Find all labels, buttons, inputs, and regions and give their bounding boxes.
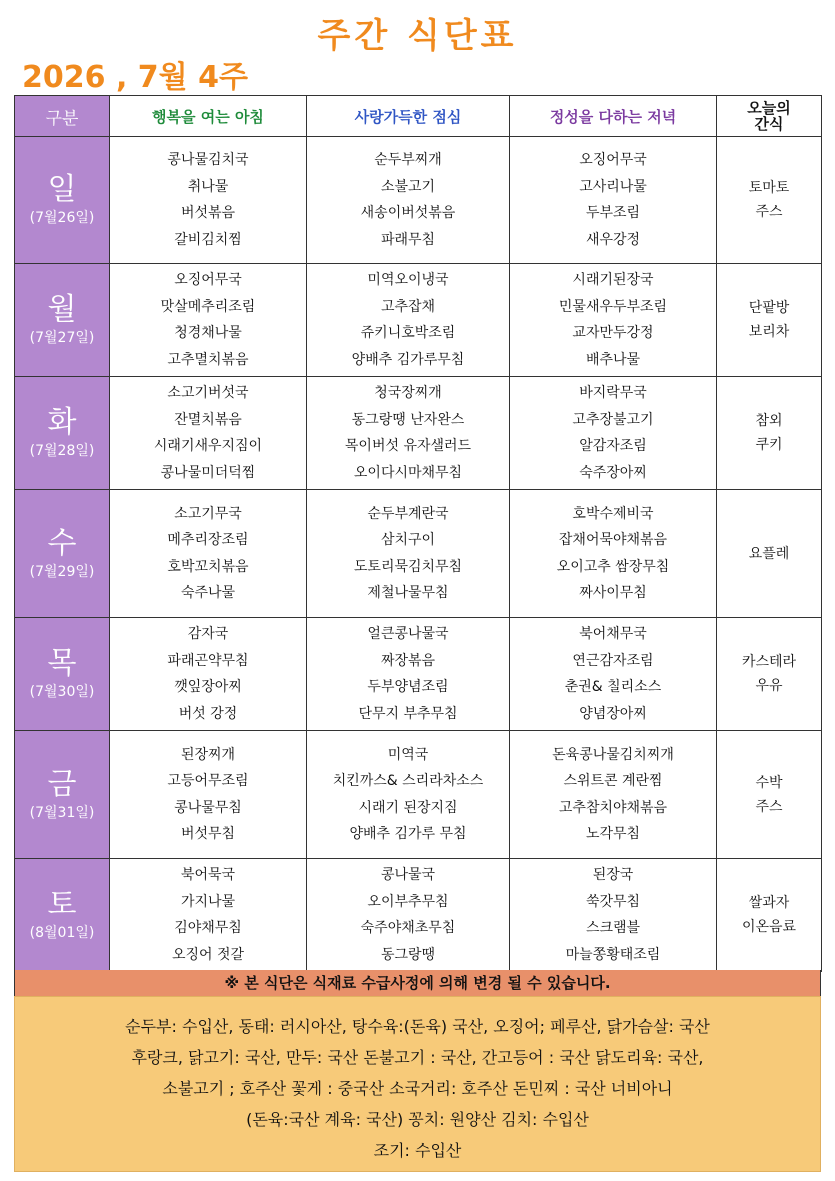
breakfast-item: 소고기무국 [174, 505, 242, 522]
breakfast-item: 숙주나물 [180, 585, 236, 601]
day-date: (7월26일) [29, 210, 95, 226]
dinner-item: 북어채무국 [579, 626, 647, 642]
lunch-item: 오이부추무침 [367, 893, 449, 910]
lunch-item: 파래무침 [380, 231, 436, 248]
snack-item: 카스테라 [741, 654, 797, 670]
origin-line: 후랑크, 닭고기: 국산, 만두: 국산 돈불고기 : 국산, 간고등어 : 국산 닭도리육: 국산, [131, 1048, 704, 1067]
lunch-cell [307, 264, 510, 377]
lunch-item: 목이버섯 유자샐러드 [344, 438, 472, 454]
day-cell [15, 264, 110, 377]
lunch-item: 치킨까스& 스리라차소스 [332, 773, 484, 789]
dinner-item: 마늘쫑황태조림 [565, 946, 661, 963]
day-name: 토 [47, 887, 77, 922]
column-header-breakfast: 행복을 여는 아침 [110, 96, 307, 137]
lunch-item: 양배추 김가루 무침 [349, 826, 467, 842]
lunch-item: 오이다시마채무침 [353, 464, 463, 481]
lunch-item: 양배추 김가루무침 [351, 351, 465, 368]
breakfast-item: 청경채나물 [174, 325, 242, 341]
snack-item: 주스 [755, 204, 783, 220]
dinner-item: 호박수제비국 [572, 505, 654, 522]
breakfast-cell [110, 490, 307, 618]
breakfast-item: 버섯볶음 [180, 205, 236, 221]
dinner-item: 바지락무국 [579, 385, 647, 401]
day-name: 수 [47, 525, 77, 561]
breakfast-item: 갈비김치찜 [174, 231, 242, 248]
header-row [15, 96, 822, 137]
dinner-item: 배추나물 [585, 351, 641, 368]
lunch-cell [307, 731, 510, 859]
dinner-cell [510, 731, 717, 859]
day-name: 일 [47, 172, 77, 207]
breakfast-item: 버섯무침 [180, 826, 236, 842]
day-row [15, 377, 822, 490]
page-title: 주간 식단표 [317, 16, 518, 56]
day-cell [15, 859, 110, 972]
day-date: (7월30일) [29, 684, 95, 700]
breakfast-item: 파래곤약무침 [167, 652, 249, 669]
breakfast-item: 호박꼬치볶음 [167, 558, 249, 575]
lunch-item: 고추잡채 [380, 298, 436, 315]
snack-header-line2: 간식 [754, 115, 784, 133]
snack-item: 단팥방 [748, 300, 790, 316]
breakfast-item: 가지나물 [180, 893, 236, 910]
snack-header-line1: 오늘의 [747, 99, 791, 117]
snack-cell [717, 618, 822, 731]
dinner-item: 고추참치야채볶음 [558, 799, 668, 816]
dinner-item: 스크램블 [585, 920, 641, 936]
snack-cell [717, 377, 822, 490]
breakfast-cell [110, 377, 307, 490]
snack-cell [717, 264, 822, 377]
lunch-cell [307, 618, 510, 731]
snack-item: 쌀과자 [748, 895, 790, 911]
day-row [15, 859, 822, 972]
snack-item: 이온음료 [741, 919, 797, 935]
dinner-item: 새우강정 [585, 231, 641, 248]
dinner-item: 쑥갓무침 [585, 893, 641, 910]
breakfast-item: 오징어무국 [174, 272, 242, 288]
breakfast-cell [110, 731, 307, 859]
lunch-item: 미역오이냉국 [367, 272, 449, 288]
lunch-item: 새송이버섯볶음 [360, 205, 456, 221]
day-row [15, 618, 822, 731]
breakfast-item: 고등어무조림 [167, 773, 249, 789]
lunch-item: 동그랑땡 난자완스 [351, 411, 465, 428]
dinner-item: 알감자조림 [579, 438, 647, 454]
dinner-item: 양념장아찌 [579, 705, 647, 722]
column-header-dinner: 정성을 다하는 저녁 [510, 96, 717, 137]
lunch-item: 짜장볶음 [380, 652, 436, 669]
breakfast-item: 콩나물무침 [174, 799, 242, 816]
dinner-item: 고사리나물 [579, 178, 647, 195]
breakfast-cell [110, 618, 307, 731]
breakfast-item: 잔멸치볶음 [174, 411, 242, 428]
dinner-item: 노각무침 [585, 826, 641, 842]
snack-cell [717, 859, 822, 972]
dinner-item: 시래기된장국 [572, 272, 654, 288]
column-header-gubun: 구분 [15, 96, 110, 137]
dinner-cell [510, 490, 717, 618]
breakfast-item: 콩나물미더덕찜 [160, 464, 256, 481]
day-date: (7월28일) [29, 443, 95, 459]
snack-item: 참외 [755, 413, 783, 429]
dinner-item: 돈육콩나물김치찌개 [552, 746, 674, 763]
column-header-lunch: 사랑가득한 점심 [307, 96, 510, 137]
lunch-item: 미역국 [387, 746, 429, 763]
lunch-item: 시래기 된장지짐 [358, 799, 458, 816]
lunch-item: 청국장찌개 [374, 385, 442, 401]
breakfast-cell [110, 137, 307, 264]
lunch-item: 소불고기 [380, 178, 436, 195]
origin-line: 소불고기 ; 호주산 꽃게 : 중국산 소국거리: 호주산 돈민찌 : 국산 너비아니 [162, 1079, 673, 1098]
lunch-item: 숙주야채초무침 [360, 920, 456, 936]
menu-table [14, 95, 822, 972]
snack-item: 주스 [755, 798, 783, 815]
lunch-item: 도토리묵김치무침 [353, 558, 463, 575]
lunch-cell [307, 859, 510, 972]
dinner-item: 된장국 [592, 867, 634, 883]
dinner-item: 짜사이무침 [579, 585, 647, 601]
dinner-cell [510, 377, 717, 490]
dinner-cell [510, 264, 717, 377]
day-name: 화 [47, 405, 77, 440]
lunch-item: 단무지 부추무침 [358, 705, 458, 722]
day-name: 목 [47, 646, 77, 681]
column-header-snack [717, 96, 822, 137]
day-row [15, 490, 822, 618]
lunch-item: 동그랑땡 [380, 946, 436, 963]
breakfast-item: 오징어 젓갈 [171, 946, 245, 963]
menu-body [15, 137, 822, 972]
dinner-item: 교자만두강정 [572, 325, 654, 341]
breakfast-cell [110, 859, 307, 972]
lunch-item: 두부양념조림 [367, 679, 449, 695]
breakfast-item: 콩나물김치국 [167, 152, 249, 168]
lunch-item: 순두부찌개 [374, 152, 442, 168]
lunch-item: 쥬키니호박조림 [360, 325, 456, 341]
snack-cell [717, 490, 822, 618]
breakfast-item: 버섯 강정 [178, 705, 238, 722]
day-cell [15, 490, 110, 618]
dinner-item: 두부조림 [585, 205, 641, 221]
notice-banner: ※ 본 식단은 식재료 수급사정에 의해 변경 될 수 있습니다. [14, 970, 821, 996]
lunch-item: 얼큰콩나물국 [367, 626, 449, 642]
day-cell [15, 618, 110, 731]
lunch-cell [307, 137, 510, 264]
dinner-item: 숙주장아찌 [579, 464, 647, 481]
day-row [15, 731, 822, 859]
breakfast-item: 고추멸치볶음 [167, 351, 249, 368]
dinner-item: 연근감자조림 [572, 652, 654, 669]
day-date: (7월29일) [29, 563, 95, 580]
dinner-cell [510, 859, 717, 972]
week-label: 2026 , 7월 4주 [22, 60, 248, 95]
snack-cell [717, 137, 822, 264]
lunch-cell [307, 377, 510, 490]
dinner-item: 오이고추 쌈장무침 [556, 558, 670, 575]
lunch-item: 콩나물국 [380, 867, 436, 883]
breakfast-item: 된장찌개 [180, 746, 236, 763]
snack-item: 보리차 [748, 324, 790, 340]
breakfast-item: 메추리장조림 [167, 532, 249, 548]
dinner-cell [510, 618, 717, 731]
breakfast-item: 시래기새우지짐이 [153, 438, 263, 454]
dinner-item: 잡채어묵야채볶음 [558, 532, 668, 548]
day-name: 월 [47, 292, 77, 327]
dinner-item: 오징어무국 [579, 152, 647, 168]
breakfast-item: 맛살메추리조림 [160, 298, 256, 315]
dinner-item: 민물새우두부조림 [558, 298, 668, 315]
lunch-item: 순두부계란국 [367, 505, 449, 522]
dinner-item: 춘권& 칠리소스 [564, 679, 662, 695]
origin-line: 순두부: 수입산, 동태: 러시아산, 탕수육:(돈육) 국산, 오징어; 페루산, 닭가슴살: 국산 [125, 1017, 710, 1036]
day-date: (7월27일) [29, 330, 95, 346]
snack-item: 요플레 [748, 545, 790, 562]
snack-item: 쿠키 [755, 437, 783, 453]
day-cell [15, 377, 110, 490]
dinner-cell [510, 137, 717, 264]
breakfast-cell [110, 264, 307, 377]
breakfast-item: 북어묵국 [180, 867, 236, 883]
breakfast-item: 취나물 [187, 178, 229, 195]
breakfast-item: 김야채무침 [174, 920, 242, 936]
day-date: (8월01일) [29, 925, 95, 941]
day-date: (7월31일) [29, 804, 95, 821]
day-cell [15, 731, 110, 859]
snack-item: 수박 [755, 774, 783, 791]
dinner-item: 스위트콘 계란찜 [563, 773, 663, 789]
origin-line: (돈육:국산 계육: 국산) 꽁치: 원양산 김치: 수입산 [246, 1110, 589, 1129]
snack-item: 우유 [755, 678, 783, 694]
day-row [15, 137, 822, 264]
lunch-cell [307, 490, 510, 618]
origin-info [14, 996, 821, 1172]
origin-line: 조기: 수입산 [373, 1141, 462, 1160]
day-row [15, 264, 822, 377]
dinner-item: 고추장불고기 [572, 411, 654, 428]
day-name: 금 [47, 766, 77, 802]
snack-item: 토마토 [748, 180, 790, 196]
lunch-item: 삼치구이 [380, 532, 436, 548]
breakfast-item: 감자국 [187, 626, 229, 642]
lunch-item: 제철나물무침 [367, 585, 449, 601]
breakfast-item: 깻잎장아찌 [174, 679, 242, 695]
day-cell [15, 137, 110, 264]
breakfast-item: 소고기버섯국 [167, 385, 249, 401]
snack-cell [717, 731, 822, 859]
